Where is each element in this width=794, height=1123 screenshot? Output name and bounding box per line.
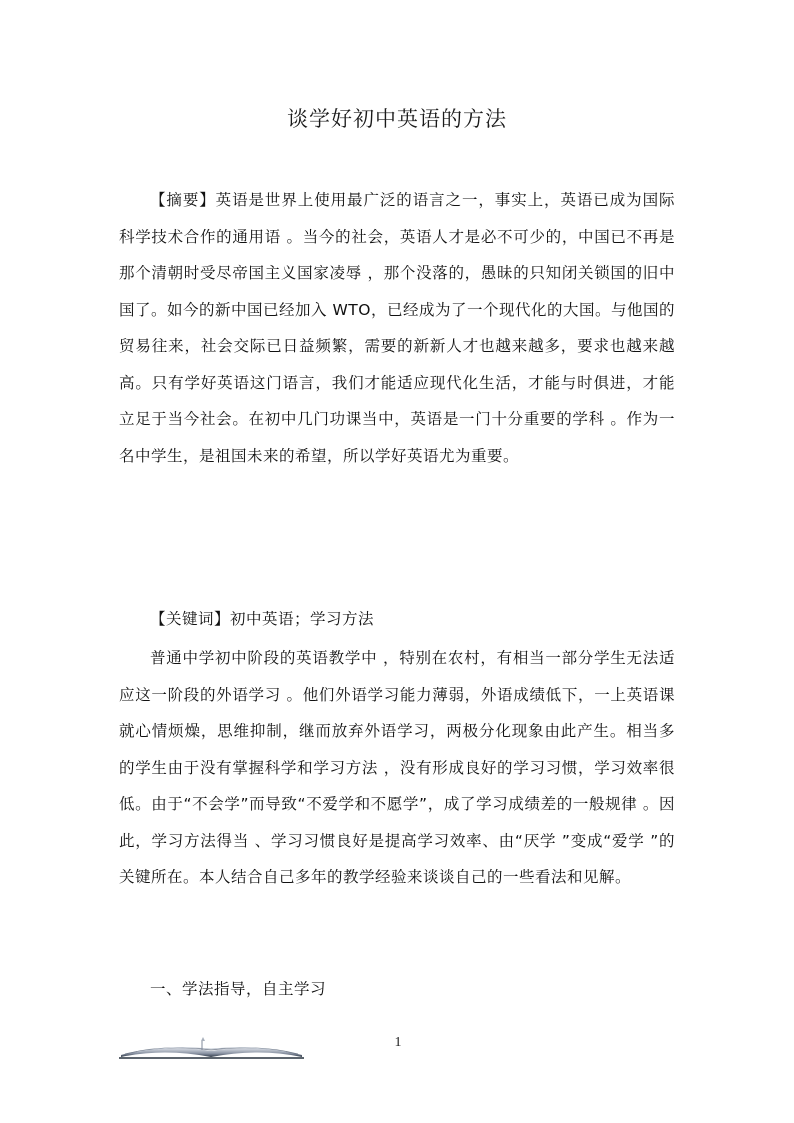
keywords-line: 【关键词】初中英语；学习方法 [150,610,375,628]
body-paragraph: 普通中学初中阶段的英语教学中 ，特别在农村，有相当一部分学生无法适应这一阶段的外语学习 。他们外语学习能力薄弱，外语成绩低下，一上英语课就心情烦燥，思维抑制，继而放弃外语学习，两极分化现象由此产生。相当多的学生由于没有掌握科学和学习方法 ，没有形成良好的学习习惯，学习效率很低。由于“不会学”而导致“不爱学和不愿学”，成了学习成绩差的一般规律 。因此，学习方法得当 、学习习惯良好是提高学习效率、由“厌学 ”变成“爱学 ”的关键所在。本人结合自己多年的教学经验来谈谈自己的一些看法和见解。 [119,649,675,886]
abstract-paragraph: 【摘要】英语是世界上使用最广泛的语言之一，事实上，英语已成为国际科学技术合作的通用语 。当今的社会，英语人才是必不可少的，中国已不再是那个清朝时受尽帝国主义国家凌辱 ，那个没落的，愚昧的只知闭关锁国的旧中国了。如今的新中国已经加入 WTO，已经成为了一个现代化的大国。与他国的贸易往来，社会交际已日益频繁，需要的新新人才也越来越多，要求也越来越高。只有学好英语这门语言，我们才能适应现代化生活，才能与时俱进，才能立足于当今社会。在初中几门功课当中，英语是一门十分重要的学科 。作为一名中学生，是祖国未来的希望，所以学好英语尤为重要。 [119,191,675,465]
page-number: 1 [394,1035,402,1050]
open-book-icon [119,1035,304,1059]
section-heading: 一、学法指导，自主学习 [150,980,327,998]
document-title: 谈学好初中英语的方法 [287,107,507,131]
abstract-section [119,182,675,474]
keywords-section [119,601,675,638]
section-heading-block [119,971,675,1008]
body-section [119,640,675,896]
